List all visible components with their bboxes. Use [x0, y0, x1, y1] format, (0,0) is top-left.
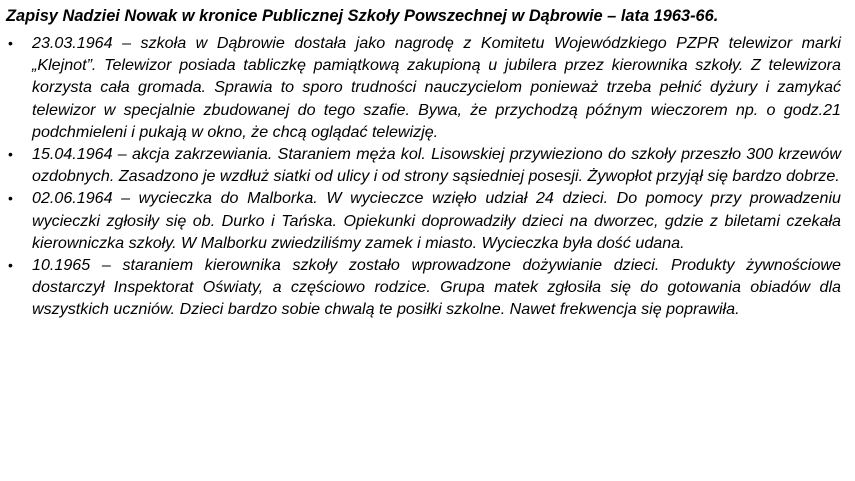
entry-text: 10.1965 – staraniem kierownika szkoły zostało wprowadzone dożywianie dzieci. Produkty żywnościowe dostarczył Inspektorat Oświaty, a częściowo rodzice. Grupa matek zgłosiła się do gotowania obiadów dla wszystkich uczniów. Dzieci bardzo sobie chwalą te posiłki szkolne. Nawet frekwencja się poprawiła.	[32, 256, 841, 319]
list-item	[6, 32, 841, 143]
list-item	[6, 143, 841, 187]
bullet-icon: •	[8, 146, 13, 163]
bullet-icon: •	[8, 190, 13, 207]
list-item	[6, 187, 841, 254]
entry-list	[6, 32, 841, 321]
bullet-icon: •	[8, 35, 13, 51]
entry-text: 23.03.1964 – szkoła w Dąbrowie dostała jako nagrodę z Komitetu Wojewódzkiego PZPR telewizor marki „Klejnot”. Telewizor posiada tabliczkę pamiątkową zakupioną u jubilera przez kierownika szkoły. Z telewizora korzysta cała gromada. Sprawia to sporo trudności nauczycielom ponieważ trzeba pełnić dyżury i zamykać telewizor w specjalnie zbudowanej do tego szafie. Bywa, że przychodzą późnym wieczorem np. o godz.21 podchmieleni i pukają w okno, że chcą oglądać telewizję.	[32, 34, 841, 141]
entry-text: 15.04.1964 – akcja zakrzewiania. Staraniem męża kol. Lisowskiej przywieziono do szkoły przeszło 300 krzewów ozdobnych. Zasadzono je wzdłuż siatki od ulicy i od strony sąsiedniej posesji. Żywopłot przyjął się bardzo dobrze.	[32, 145, 841, 186]
document-title: Zapisy Nadziei Nowak w kronice Publicznej Szkoły Powszechnej w Dąbrowie – lata 1963-66.	[6, 7, 719, 25]
bullet-icon: •	[8, 257, 13, 274]
entry-text: 02.06.1964 – wycieczka do Malborka. W wycieczce wzięło udział 24 dzieci. Do pomocy przy prowadzeniu wycieczki zgłosiły się ob. Durko i Tańska. Opiekunki doprowadziły dzieci na dworzec, gdzie z biletami czekała kierowniczka szkoły. W Malborku zwiedziliśmy zamek i miasto. Wycieczka była dość udana.	[32, 189, 841, 252]
list-item	[6, 254, 841, 321]
